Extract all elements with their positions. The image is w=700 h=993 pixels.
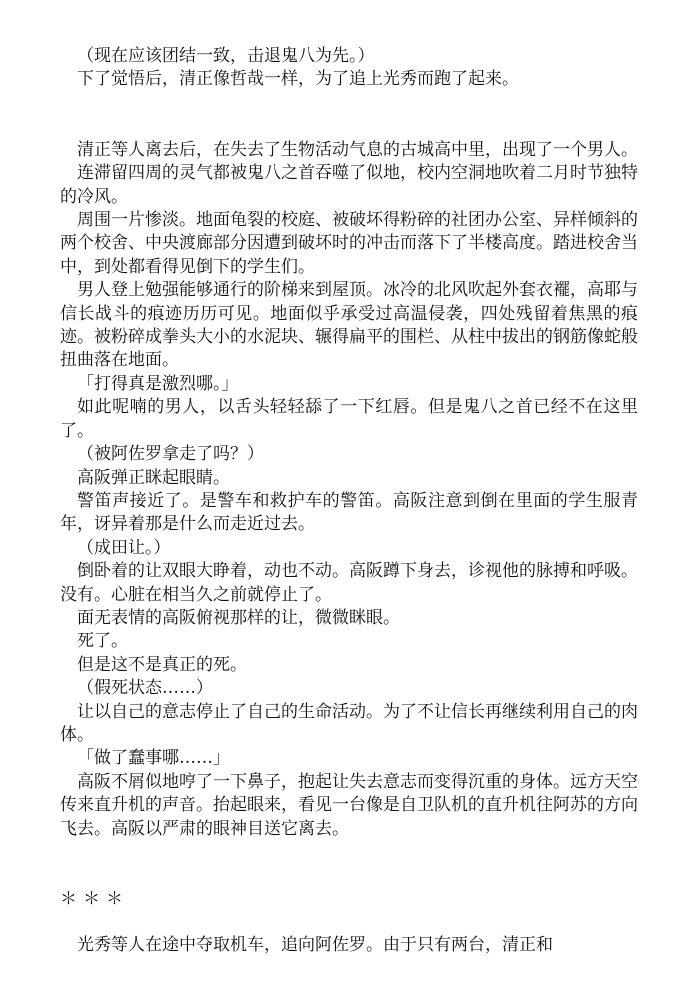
paragraph: 警笛声接近了。是警车和救护车的警笛。高阪注意到倒在里面的学生服青年，讶异着那是什么而走近过去。	[60, 490, 638, 535]
paragraph: 倒卧着的让双眼大睁着，动也不动。高阪蹲下身去，诊视他的脉搏和呼吸。没有。心脏在相当久之前就停止了。	[60, 561, 638, 605]
novel-page	[60, 45, 638, 958]
scene-break-gap	[60, 92, 638, 139]
paragraph: 死了。	[77, 631, 128, 652]
scene-separator: ＊＊＊	[60, 889, 129, 909]
scene-break-gap	[60, 841, 638, 888]
scene-break-gap	[60, 911, 638, 934]
paragraph: 但是这不是真正的死。	[77, 654, 247, 675]
paragraph: 清正等人离去后，在失去了生物活动气息的古城高中里，出现了一个男人。	[77, 139, 638, 160]
paragraph: 连滞留四周的灵气都被鬼八之首吞噬了似地，校内空洞地吹着二月时节独特的冷风。	[60, 163, 638, 207]
paragraph: （成田让。）	[77, 537, 171, 558]
paragraph: 下了觉悟后，清正像哲哉一样，为了追上光秀而跑了起来。	[77, 69, 519, 90]
paragraph: 如此呢喃的男人，以舌头轻轻舔了一下红唇。但是鬼八之首已经不在这里了。	[60, 397, 638, 441]
paragraph: 光秀等人在途中夺取机车，追向阿佐罗。由于只有两台，清正和	[77, 935, 553, 956]
paragraph: 男人登上勉强能够通行的阶梯来到屋顶。冰冷的北风吹起外套衣襬，高耶与信长战斗的痕迹历历可见。地面似乎承受过高温侵袭，四处残留着焦黑的痕迹。被粉碎成拳头大小的水泥块、辗得扁平的围栏、从柱中拔出的钢筋像蛇般扭曲落在地面。	[60, 280, 638, 371]
paragraph: 周围一片惨淡。地面龟裂的校庭、被破坏得粉碎的社团办公室、异样倾斜的两个校舍、中央渡廊部分因遭到破坏时的冲击而落下了半楼高度。踏进校舍当中，到处都看得见倒下的学生们。	[60, 210, 638, 277]
paragraph: 高阪弹正眯起眼睛。	[77, 467, 230, 488]
paragraph: 「做了蠢事哪……」	[77, 748, 230, 769]
paragraph: （现在应该团结一致，击退鬼八为先。）	[77, 46, 375, 66]
paragraph: 让以自己的意志停止了自己的生命活动。为了不让信长再继续利用自己的肉体。	[60, 701, 638, 745]
paragraph: 面无表情的高阪俯视那样的让，微微眯眼。	[77, 607, 400, 628]
paragraph: （被阿佐罗拿走了吗？）	[77, 444, 264, 465]
paragraph: 高阪不屑似地哼了一下鼻子，抱起让失去意志而变得沉重的身体。远方天空传来直升机的声音。抬起眼来，看见一台像是自卫队机的直升机往阿苏的方向飞去。高阪以严肃的眼神目送它离去。	[60, 771, 638, 839]
paragraph: （假死状态……）	[77, 678, 213, 699]
paragraph: 「打得真是激烈哪。」	[77, 373, 239, 394]
